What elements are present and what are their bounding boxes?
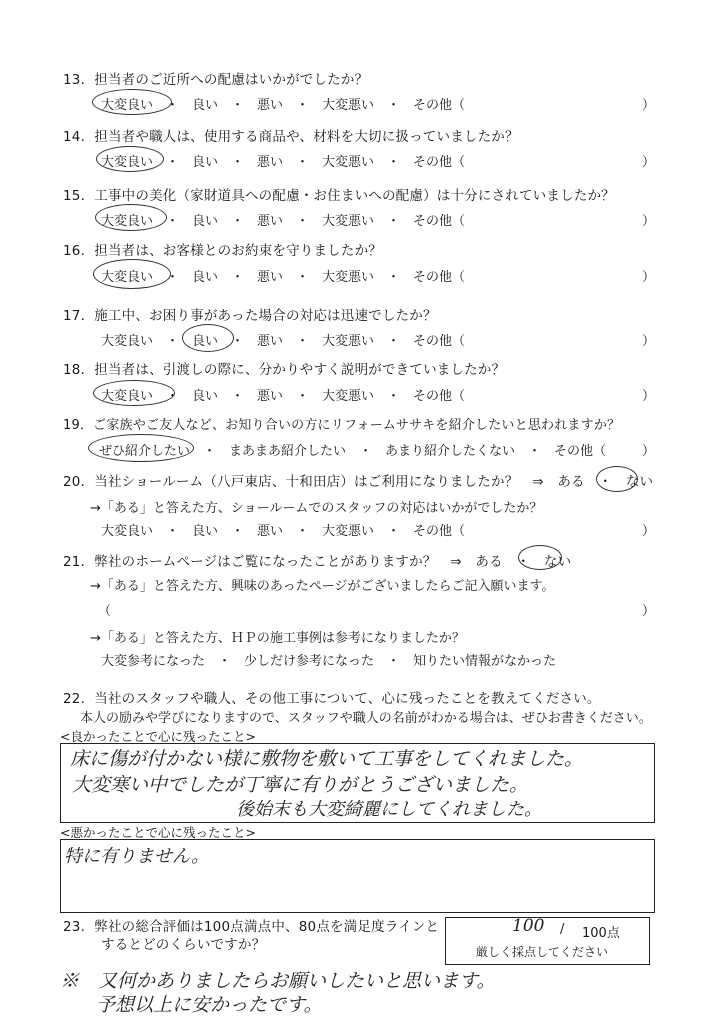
bad-line-1: 特に有りません。 xyxy=(64,846,210,867)
q21-sub2: →「ある」と答えた方、ＨＰの施工事例は参考になりましたか？ xyxy=(90,631,465,646)
q15-options: 大変良い ・ 良い ・ 悪い ・ 大変悪い ・ その他（ xyxy=(101,214,466,229)
q17-text: 17．施工中、お困り事があった場合の対応は迅速でしたか？ xyxy=(63,308,437,324)
q13-text: 13．担当者のご近所への配慮はいかがでしたか？ xyxy=(63,72,369,88)
good-label: <良かったことで心に残ったこと> xyxy=(60,729,256,744)
q14-text: 14．担当者や職人は、使用する商品や、材料を大切に扱っていましたか？ xyxy=(63,129,519,145)
q17-answer-circle xyxy=(182,324,234,352)
footer-line-2: 予想以上に安かったです。 xyxy=(96,994,323,1016)
q19-text: 19．ご家族やご友人など、お知り合いの方にリフォームササキを紹介したいと思われますか？ xyxy=(63,418,621,433)
q21-answer-circle xyxy=(518,545,562,570)
q19-close: ） xyxy=(642,444,656,459)
q20-text: 20．当社ショールーム（八戸東店、十和田店）はご利用になりましたか？ ⇒ ある ・ ない xyxy=(63,474,654,490)
good-line-1: 床に傷が付かない様に敷物を敷いて工事をしてくれました。 xyxy=(70,748,584,770)
q22-text: 22．当社のスタッフや職人、その他工事について、心に残ったことを教えてください。 xyxy=(63,691,601,707)
q23-text-1: 23．弊社の総合評価は100点満点中、80点を満足度ラインと xyxy=(63,919,440,935)
q15-answer-circle xyxy=(95,204,167,231)
q18-close: ） xyxy=(642,389,656,404)
q20-answer-circle xyxy=(596,466,638,492)
q17-options: 大変良い ・ 良い ・ 悪い ・ 大変悪い ・ その他（ xyxy=(101,334,466,349)
q13-options: 大変良い ・ 良い ・ 悪い ・ 大変悪い ・ その他（ xyxy=(101,98,466,113)
q16-text: 16．担当者は、お客様とのお約束を守りましたか？ xyxy=(63,243,382,259)
score-value: 100 xyxy=(512,916,545,936)
q14-answer-circle xyxy=(96,146,164,172)
q20-options: 大変良い ・ 良い ・ 悪い ・ 大変悪い ・ その他（ xyxy=(101,524,466,539)
q17-close: ） xyxy=(642,334,656,349)
q16-answer-circle xyxy=(93,259,171,289)
q19-options: ぜひ紹介したい ・ まあまあ紹介したい ・ あまり紹介したくない ・ その他（ xyxy=(99,444,607,459)
q19-answer-circle xyxy=(88,434,194,462)
q21-text: 21．弊社のホームページはご覧になったことがありますか？ ⇒ ある ・ ない xyxy=(63,554,572,570)
q21-sub1: →「ある」と答えた方、興味のあったページがございましたらご記入願います。 xyxy=(90,579,555,594)
q18-options: 大変良い ・ 良い ・ 悪い ・ 大変悪い ・ その他（ xyxy=(101,389,466,404)
q13-close: ） xyxy=(642,98,656,113)
score-max: 100点 xyxy=(582,926,620,941)
good-line-2: 大変寒い中でしたが丁寧に有りがとうございました。 xyxy=(72,774,529,796)
footer-line-1: ※ 又何かありましたらお願いしたいと思います。 xyxy=(60,970,496,992)
q16-close: ） xyxy=(642,270,656,285)
q14-close: ） xyxy=(642,155,656,170)
q15-close: ） xyxy=(642,214,656,229)
q21-close: ） xyxy=(642,604,656,619)
q13-answer-circle xyxy=(92,89,172,115)
score-note: 厳しく採点してください xyxy=(476,945,609,959)
q20-close: ） xyxy=(642,524,656,539)
q22-note: 本人の励みや学びになりますので、スタッフや職人の名前がわかる場合は、ぜひお書きください。 xyxy=(80,711,652,726)
bad-label: <悪かったことで心に残ったこと> xyxy=(60,825,256,840)
q21-open: （ xyxy=(98,604,112,619)
q20-sub: →「ある」と答えた方、ショールームでのスタッフの対応はいかがでしたか？ xyxy=(90,501,543,516)
q16-options: 大変良い ・ 良い ・ 悪い ・ 大変悪い ・ その他（ xyxy=(101,270,466,285)
q18-text: 18．担当者は、引渡しの際に、分かりやすく説明ができていましたか？ xyxy=(63,362,506,378)
q18-answer-circle xyxy=(93,380,175,406)
good-line-3: 後始末も大変綺麗にしてくれました。 xyxy=(236,799,542,820)
q23-text-2: するとどのくらいですか？ xyxy=(101,937,266,953)
score-slash: / xyxy=(560,922,565,937)
q15-text: 15．工事中の美化（家財道具への配慮・お住まいへの配慮）は十分にされていましたか？ xyxy=(63,188,615,204)
q14-options: 大変良い ・ 良い ・ 悪い ・ 大変悪い ・ その他（ xyxy=(101,155,466,170)
q21-options: 大変参考になった ・ 少しだけ参考になった ・ 知りたい情報がなかった xyxy=(101,654,557,669)
